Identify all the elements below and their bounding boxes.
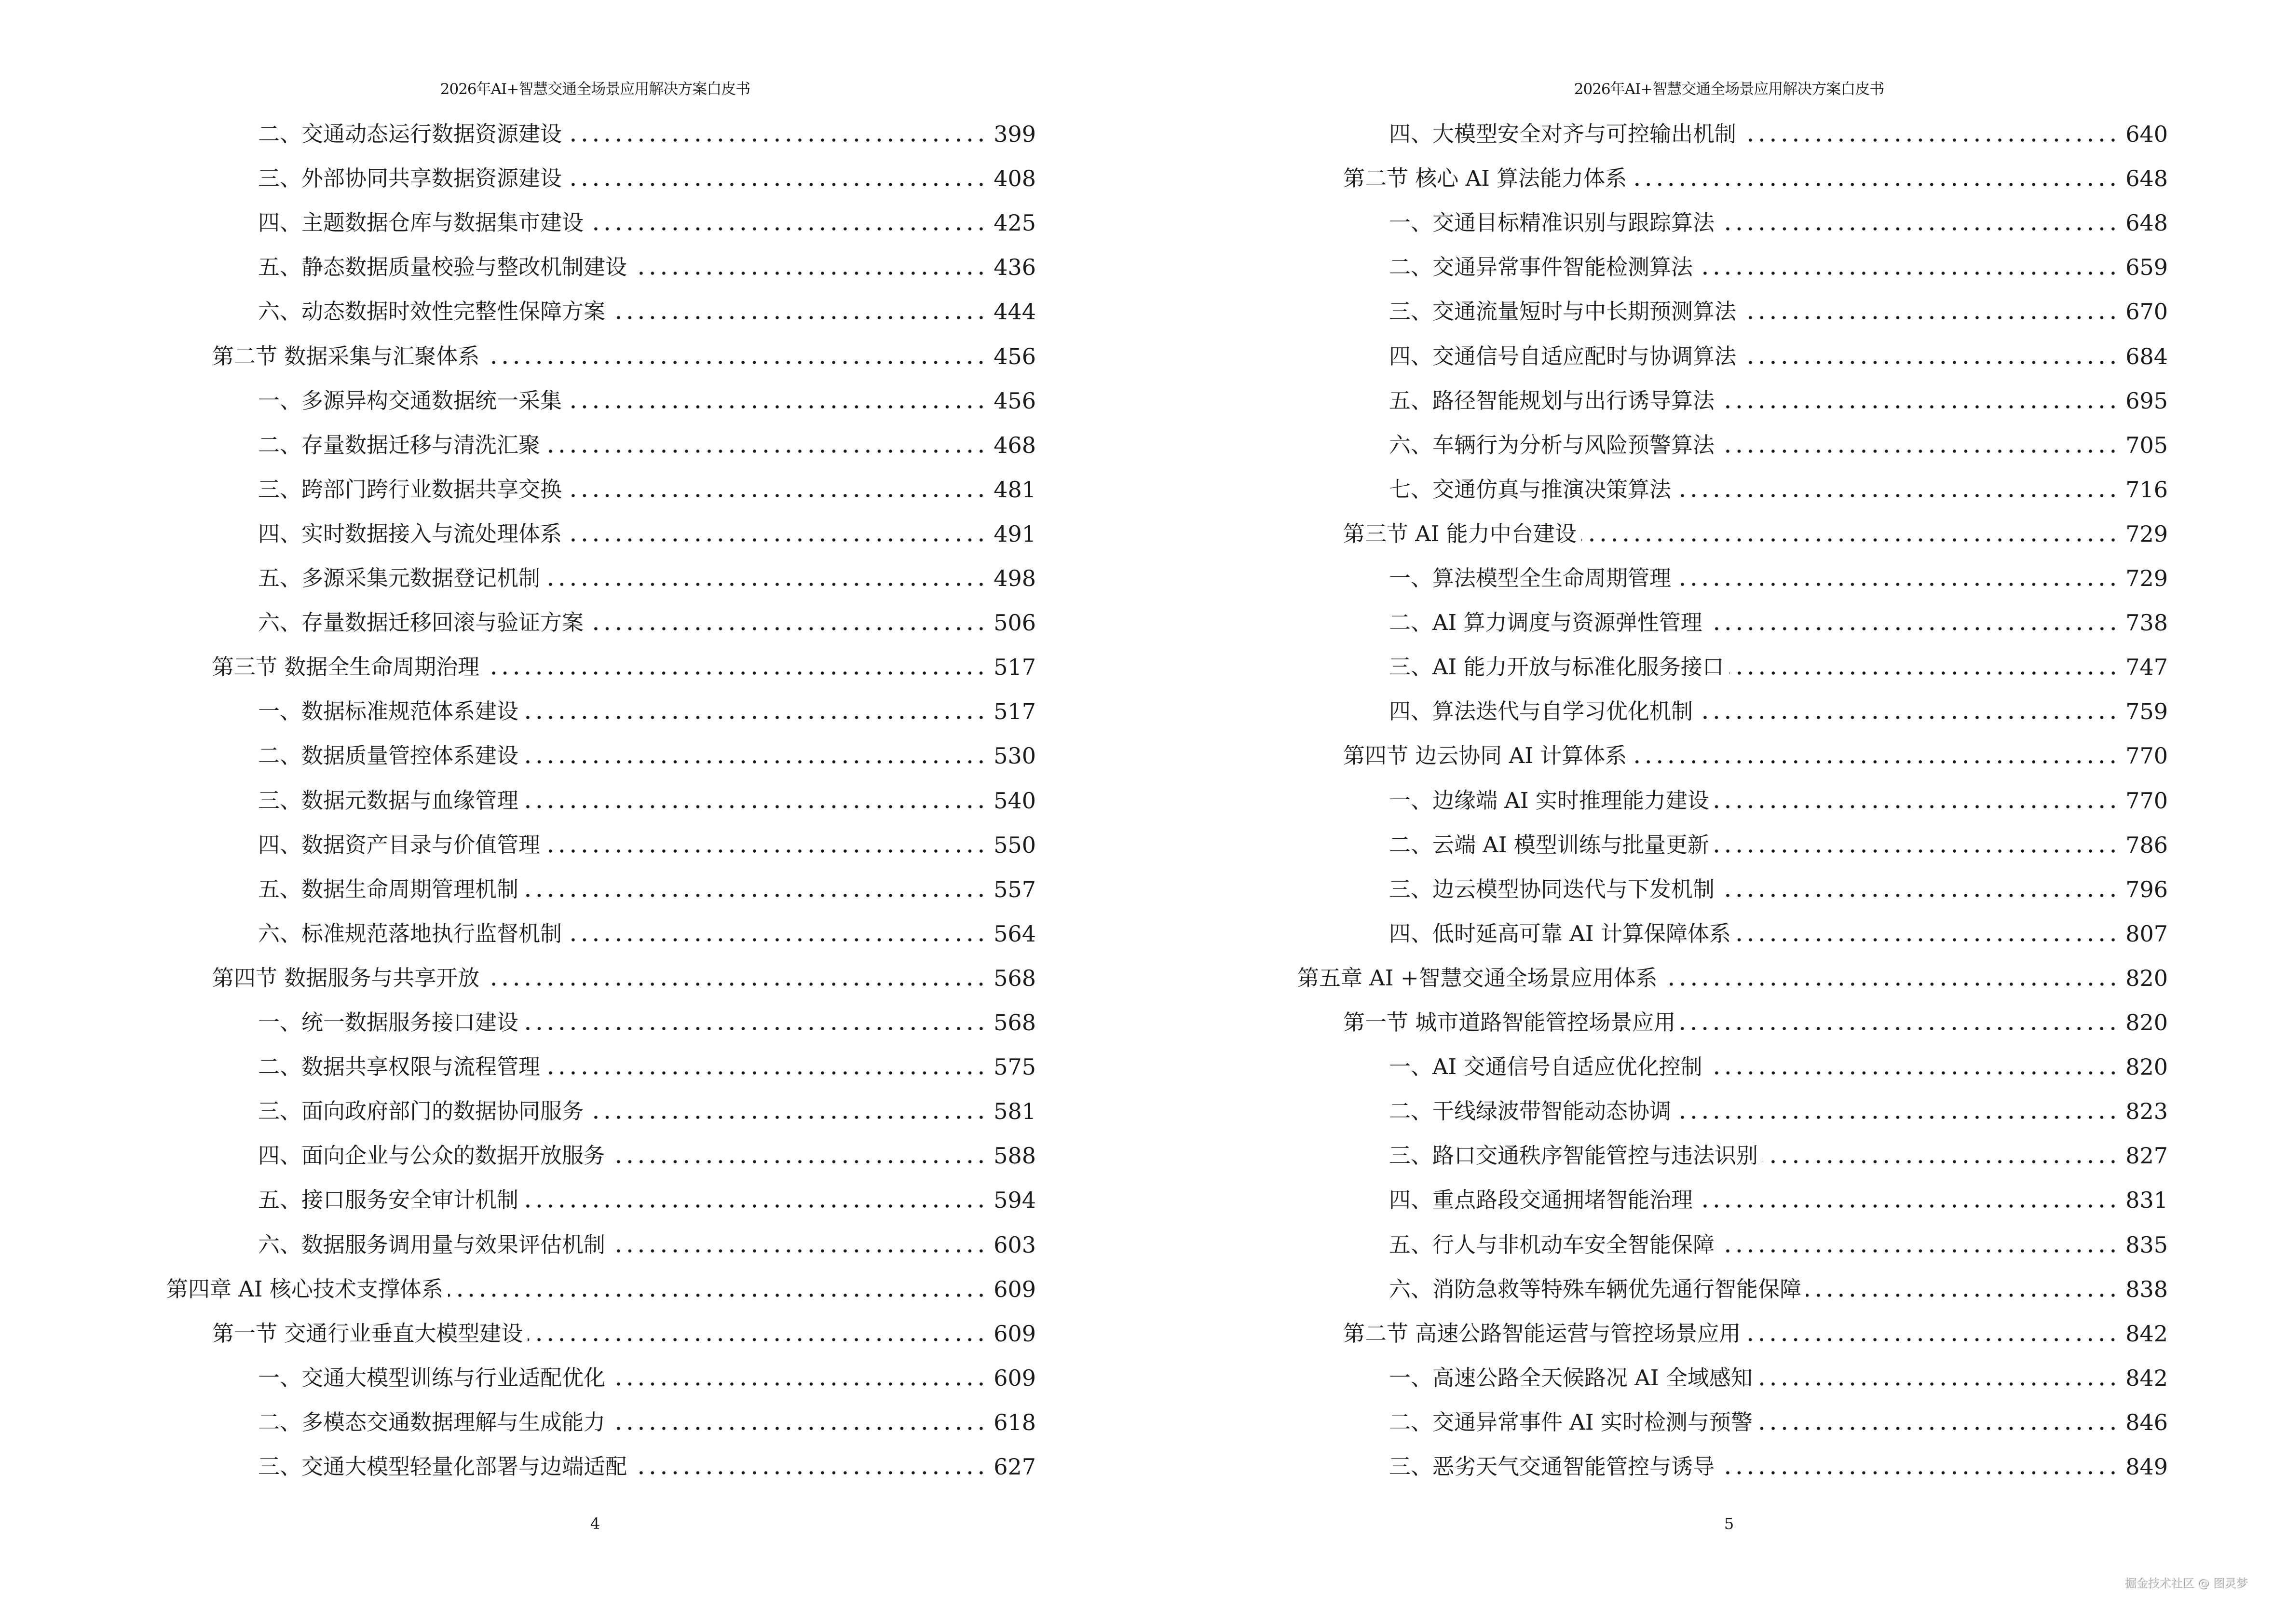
toc-item[interactable] [1389,697,2168,726]
toc-entry-page: 670 [2125,299,2168,325]
toc-entry-page: 846 [2125,1409,2168,1435]
toc-item[interactable] [1389,831,2168,860]
toc-item[interactable] [258,1452,1036,1481]
dot-leader [1698,697,2119,726]
toc-entry-page: 581 [994,1098,1036,1124]
dot-leader [567,120,987,149]
toc-item[interactable] [258,1052,1036,1081]
dot-leader [567,919,987,948]
dot-leader [567,475,987,504]
dot-leader [528,1319,987,1348]
watermark: 掘金技术社区 @ 图灵梦 [2124,1576,2248,1590]
toc-entry-title: 一、AI 交通信号自适应优化控制 [1389,1054,1702,1079]
toc-item[interactable] [1389,120,2168,149]
toc-entry-title: 四、主题数据仓库与数据集市建设 [258,210,584,235]
toc-item[interactable] [1389,208,2168,237]
toc-entry-page: 481 [994,477,1036,503]
toc-entry-page: 738 [2125,610,2168,636]
dot-leader [1741,297,2119,326]
dot-leader [1757,1408,2119,1437]
toc-item[interactable] [258,120,1036,149]
dot-leader [1719,386,2119,415]
toc-entry-title: 第二节 核心 AI 算法能力体系 [1343,165,1627,191]
toc-entry-page: 568 [994,965,1036,991]
page-number: 5 [1724,1515,1734,1533]
dot-leader [632,1452,987,1481]
toc-section[interactable] [212,1319,1036,1348]
page-number: 4 [590,1515,600,1533]
toc-item[interactable] [1389,1052,2168,1081]
dot-leader [484,342,987,371]
toc-item[interactable] [258,1408,1036,1437]
toc-entry-title: 一、高速公路全天候路况 AI 全域感知 [1389,1365,1753,1391]
toc-entry-page: 550 [994,832,1036,858]
toc-entry-title: 第一节 交通行业垂直大模型建设 [212,1321,523,1346]
toc-entry-title: 四、数据资产目录与价值管理 [258,832,541,858]
toc-entry-title: 四、大模型安全对齐与可控输出机制 [1389,121,1737,147]
toc-item[interactable] [1389,1141,2168,1170]
dot-leader [1719,875,2119,904]
toc-item[interactable] [258,475,1036,504]
toc-entry-page: 456 [994,343,1036,369]
toc-item[interactable] [258,786,1036,815]
toc-item[interactable] [258,875,1036,904]
toc-entry-page: 770 [2125,788,2168,814]
toc-entry-page: 468 [994,432,1036,458]
dot-leader [1806,1275,2119,1304]
toc-entry-title: 一、多源异构交通数据统一采集 [258,388,562,413]
toc-entry-page: 557 [994,876,1036,902]
dot-leader [610,1408,987,1437]
toc-item[interactable] [258,164,1036,193]
toc-item[interactable] [1389,1364,2168,1392]
dot-leader [1714,786,2119,815]
toc-entry-title: 四、交通信号自适应配时与协调算法 [1389,343,1737,369]
toc-entry-title: 三、跨部门跨行业数据共享交换 [258,477,562,502]
toc-entry-title: 二、干线绿波带智能动态协调 [1389,1098,1672,1124]
toc-chapter[interactable] [1297,964,2168,993]
toc-entry-title: 一、算法模型全生命周期管理 [1389,565,1672,591]
toc-item[interactable] [1389,1452,2168,1481]
dot-leader [545,831,987,860]
toc-item[interactable] [1389,1408,2168,1437]
toc-item[interactable] [258,1008,1036,1037]
toc-entry-title: 六、车辆行为分析与风险预警算法 [1389,432,1715,458]
toc-entry-page: 594 [994,1187,1036,1213]
toc-section[interactable] [1343,1319,2168,1348]
toc-entry-page: 770 [2125,743,2168,769]
toc-entry-title: 二、存量数据迁移与清洗汇聚 [258,432,541,458]
toc-entry-title: 三、面向政府部门的数据协同服务 [258,1098,584,1124]
dot-leader [1763,1141,2119,1170]
toc-entry-title: 第四节 边云协同 AI 计算体系 [1343,743,1627,768]
dot-leader [1757,1364,2119,1392]
dot-leader [1714,831,2119,860]
toc-entry-page: 659 [2125,254,2168,280]
dot-leader [1698,1186,2119,1215]
toc-entry-page: 716 [2125,477,2168,503]
dot-leader [523,697,987,726]
toc-entry-page: 506 [994,610,1036,636]
dot-leader [1707,608,2119,637]
toc-entry-page: 820 [2125,1010,2168,1036]
toc-item[interactable] [258,564,1036,593]
toc-entry-title: 第四节 数据服务与共享开放 [212,965,480,991]
toc-entry-page: 796 [2125,876,2168,902]
dot-leader [1741,120,2119,149]
toc-entry-page: 838 [2125,1276,2168,1302]
toc-entry-page: 705 [2125,432,2168,458]
toc-entry-page: 491 [994,521,1036,547]
dot-leader [1632,164,2119,193]
toc-entry-title: 三、外部协同共享数据资源建设 [258,165,562,191]
toc-item[interactable] [1389,919,2168,948]
toc-item[interactable] [258,431,1036,460]
dot-leader [1676,475,2119,504]
dot-leader [1729,653,2119,682]
dot-leader [1676,564,2119,593]
toc-entry-title: 三、AI 能力开放与标准化服务接口 [1389,654,1724,680]
toc-entry-title: 一、交通目标精准识别与跟踪算法 [1389,210,1715,235]
toc-entry-title: 四、算法迭代与自学习优化机制 [1389,698,1693,724]
toc-item[interactable] [258,919,1036,948]
dot-leader [1736,919,2119,948]
toc-entry-title: 七、交通仿真与推演决策算法 [1389,477,1672,502]
dot-leader [610,1230,987,1259]
toc-item[interactable] [258,297,1036,326]
toc-item[interactable] [258,608,1036,637]
dot-leader [567,164,987,193]
toc-section[interactable] [1343,164,2168,193]
toc-entry-title: 四、面向企业与公众的数据开放服务 [258,1143,606,1168]
toc-entry-title: 第一节 城市道路智能管控场景应用 [1343,1010,1676,1035]
toc-entry-page: 517 [994,654,1036,680]
toc-section[interactable] [212,653,1036,682]
dot-leader [588,608,987,637]
toc-entry-page: 568 [994,1010,1036,1036]
toc-entry-page: 540 [994,788,1036,814]
toc-entry-page: 827 [2125,1143,2168,1169]
toc-entry-title: 第二节 数据采集与汇聚体系 [212,343,480,369]
toc-entry-title: 六、消防急救等特殊车辆优先通行智能保障 [1389,1276,1802,1302]
dot-leader [1707,1052,2119,1081]
toc-entry-title: 六、数据服务调用量与效果评估机制 [258,1232,606,1257]
toc-entry-page: 831 [2125,1187,2168,1213]
toc-entry-title: 六、标准规范落地执行监督机制 [258,921,562,946]
dot-leader [1698,253,2119,282]
toc-entry-title: 五、静态数据质量校验与整改机制建设 [258,254,627,280]
dot-leader [545,431,987,460]
dot-leader [1741,342,2119,371]
toc-entry-page: 786 [2125,832,2168,858]
dot-leader [523,875,987,904]
toc-entry-page: 849 [2125,1454,2168,1480]
toc-entry-page: 517 [994,698,1036,724]
toc-item[interactable] [1389,1186,2168,1215]
toc-item[interactable] [258,1364,1036,1392]
toc-item[interactable] [258,1186,1036,1215]
page-right [1144,0,2287,1624]
toc-entry-page: 842 [2125,1365,2168,1391]
toc-entry-page: 823 [2125,1098,2168,1124]
toc-entry-title: 五、多源采集元数据登记机制 [258,565,541,591]
toc-section[interactable] [212,964,1036,993]
dot-leader [567,386,987,415]
toc-entry-title: 四、重点路段交通拥堵智能治理 [1389,1187,1693,1213]
toc-item[interactable] [258,1141,1036,1170]
toc-entry-title: 五、行人与非机动车安全智能保障 [1389,1232,1715,1257]
toc-item[interactable] [258,253,1036,282]
toc-entry-page: 695 [2125,388,2168,414]
toc-entry-page: 498 [994,565,1036,591]
toc-entry-page: 820 [2125,965,2168,991]
toc-item[interactable] [1389,875,2168,904]
toc-entry-page: 648 [2125,165,2168,191]
toc-item[interactable] [258,208,1036,237]
toc-item[interactable] [1389,342,2168,371]
dot-leader [1719,208,2119,237]
toc-entry-title: 一、边缘端 AI 实时推理能力建设 [1389,788,1709,813]
toc-item[interactable] [1389,608,2168,637]
dot-leader [1719,1230,2119,1259]
toc-entry-title: 三、边云模型协同迭代与下发机制 [1389,876,1715,902]
dot-leader [1719,1452,2119,1481]
toc-entry-page: 627 [994,1454,1036,1480]
toc-entry-page: 603 [994,1232,1036,1258]
toc-entry-page: 575 [994,1054,1036,1080]
toc-entry-page: 564 [994,921,1036,947]
toc-entry-page: 444 [994,299,1036,325]
dot-leader [610,297,987,326]
dot-leader [545,1052,987,1081]
toc-entry-title: 四、低时延高可靠 AI 计算保障体系 [1389,921,1731,946]
toc-item[interactable] [258,741,1036,770]
toc-entry-title: 二、交通异常事件 AI 实时检测与预警 [1389,1409,1753,1435]
dot-leader [1680,1008,2119,1037]
toc-entry-page: 648 [2125,210,2168,236]
dot-leader [632,253,987,282]
toc-entry-title: 二、多模态交通数据理解与生成能力 [258,1409,606,1435]
toc-section[interactable] [1343,519,2168,548]
toc-entry-page: 530 [994,743,1036,769]
toc-item[interactable] [258,697,1036,726]
toc-entry-title: 一、交通大模型训练与行业适配优化 [258,1365,606,1391]
toc-entry-page: 425 [994,210,1036,236]
toc-entry-page: 747 [2125,654,2168,680]
dot-leader [1676,1097,2119,1126]
dot-leader [1745,1319,2119,1348]
dot-leader [545,564,987,593]
toc-item[interactable] [258,831,1036,860]
toc-entry-title: 三、恶劣天气交通智能管控与诱导 [1389,1454,1715,1479]
toc-entry-page: 684 [2125,343,2168,369]
toc-entry-title: 二、交通异常事件智能检测算法 [1389,254,1693,280]
dot-leader [1662,964,2119,993]
toc-entry-page: 609 [994,1365,1036,1391]
toc-entry-title: 三、路口交通秩序智能管控与违法识别 [1389,1143,1758,1168]
toc-entry-title: 二、交通动态运行数据资源建设 [258,121,562,147]
toc-entry-page: 399 [994,121,1036,147]
toc-entry-title: 五、数据生命周期管理机制 [258,876,519,902]
running-header: 2026年AI+智慧交通全场景应用解决方案白皮书 [1574,81,1884,98]
toc-item[interactable] [1389,1230,2168,1259]
toc-entry-page: 609 [994,1276,1036,1302]
toc-entry-title: 二、数据质量管控体系建设 [258,743,519,768]
toc-entry-title: 二、云端 AI 模型训练与批量更新 [1389,832,1709,858]
toc-entry-title: 第五章 AI +智慧交通全场景应用体系 [1297,965,1658,991]
running-header: 2026年AI+智慧交通全场景应用解决方案白皮书 [440,81,750,98]
dot-leader [1632,741,2119,770]
toc-chapter[interactable] [166,1275,1036,1304]
toc-entry-title: 二、数据共享权限与流程管理 [258,1054,541,1079]
dot-leader [588,208,987,237]
toc-section[interactable] [212,342,1036,371]
dot-leader [567,519,987,548]
toc-entry-page: 408 [994,165,1036,191]
toc-entry-page: 835 [2125,1232,2168,1258]
toc-entry-page: 729 [2125,565,2168,591]
toc-item[interactable] [1389,1275,2168,1304]
toc-item[interactable] [1389,475,2168,504]
toc-item[interactable] [1389,653,2168,682]
toc-item[interactable] [1389,253,2168,282]
toc-entry-title: 第三节 AI 能力中台建设 [1343,521,1577,546]
toc-item[interactable] [1389,564,2168,593]
dot-leader [1581,519,2119,548]
dot-leader [484,964,987,993]
toc-item[interactable] [258,1097,1036,1126]
toc-item[interactable] [258,519,1036,548]
dot-leader [523,786,987,815]
dot-leader [610,1364,987,1392]
toc-entry-page: 456 [994,388,1036,414]
toc-entry-page: 729 [2125,521,2168,547]
toc-item[interactable] [258,386,1036,415]
dot-leader [448,1275,987,1304]
dot-leader [484,653,987,682]
toc-entry-title: 五、接口服务安全审计机制 [258,1187,519,1213]
toc-entry-page: 588 [994,1143,1036,1169]
toc-item[interactable] [1389,786,2168,815]
toc-entry-page: 807 [2125,921,2168,947]
toc-entry-title: 四、实时数据接入与流处理体系 [258,521,562,546]
dot-leader [523,1186,987,1215]
toc-entry-title: 第四章 AI 核心技术支撑体系 [166,1276,443,1302]
toc-entry-title: 三、数据元数据与血缘管理 [258,788,519,813]
toc-entry-page: 609 [994,1321,1036,1347]
dot-leader [588,1097,987,1126]
toc-section[interactable] [1343,1008,2168,1037]
dot-leader [1719,431,2119,460]
dot-leader [523,741,987,770]
toc-entry-title: 三、交通大模型轻量化部署与边端适配 [258,1454,627,1479]
toc-entry-title: 一、统一数据服务接口建设 [258,1010,519,1035]
toc-item[interactable] [258,1230,1036,1259]
toc-entry-page: 842 [2125,1321,2168,1347]
toc-entry-page: 436 [994,254,1036,280]
toc-section[interactable] [1343,741,2168,770]
toc-item[interactable] [1389,431,2168,460]
toc-item[interactable] [1389,386,2168,415]
dot-leader [523,1008,987,1037]
toc-entry-page: 820 [2125,1054,2168,1080]
toc-entry-title: 一、数据标准规范体系建设 [258,698,519,724]
toc-entry-title: 二、AI 算力调度与资源弹性管理 [1389,610,1702,635]
toc-entry-page: 618 [994,1409,1036,1435]
toc-entry-title: 六、动态数据时效性完整性保障方案 [258,299,606,324]
toc-entry-title: 五、路径智能规划与出行诱导算法 [1389,388,1715,413]
toc-entry-page: 640 [2125,121,2168,147]
toc-item[interactable] [1389,1097,2168,1126]
toc-entry-title: 三、交通流量短时与中长期预测算法 [1389,299,1737,324]
toc-entry-title: 六、存量数据迁移回滚与验证方案 [258,610,584,635]
toc-entry-title: 第三节 数据全生命周期治理 [212,654,480,680]
toc-item[interactable] [1389,297,2168,326]
toc-entry-title: 第二节 高速公路智能运营与管控场景应用 [1343,1321,1741,1346]
toc-entry-page: 759 [2125,698,2168,724]
dot-leader [610,1141,987,1170]
